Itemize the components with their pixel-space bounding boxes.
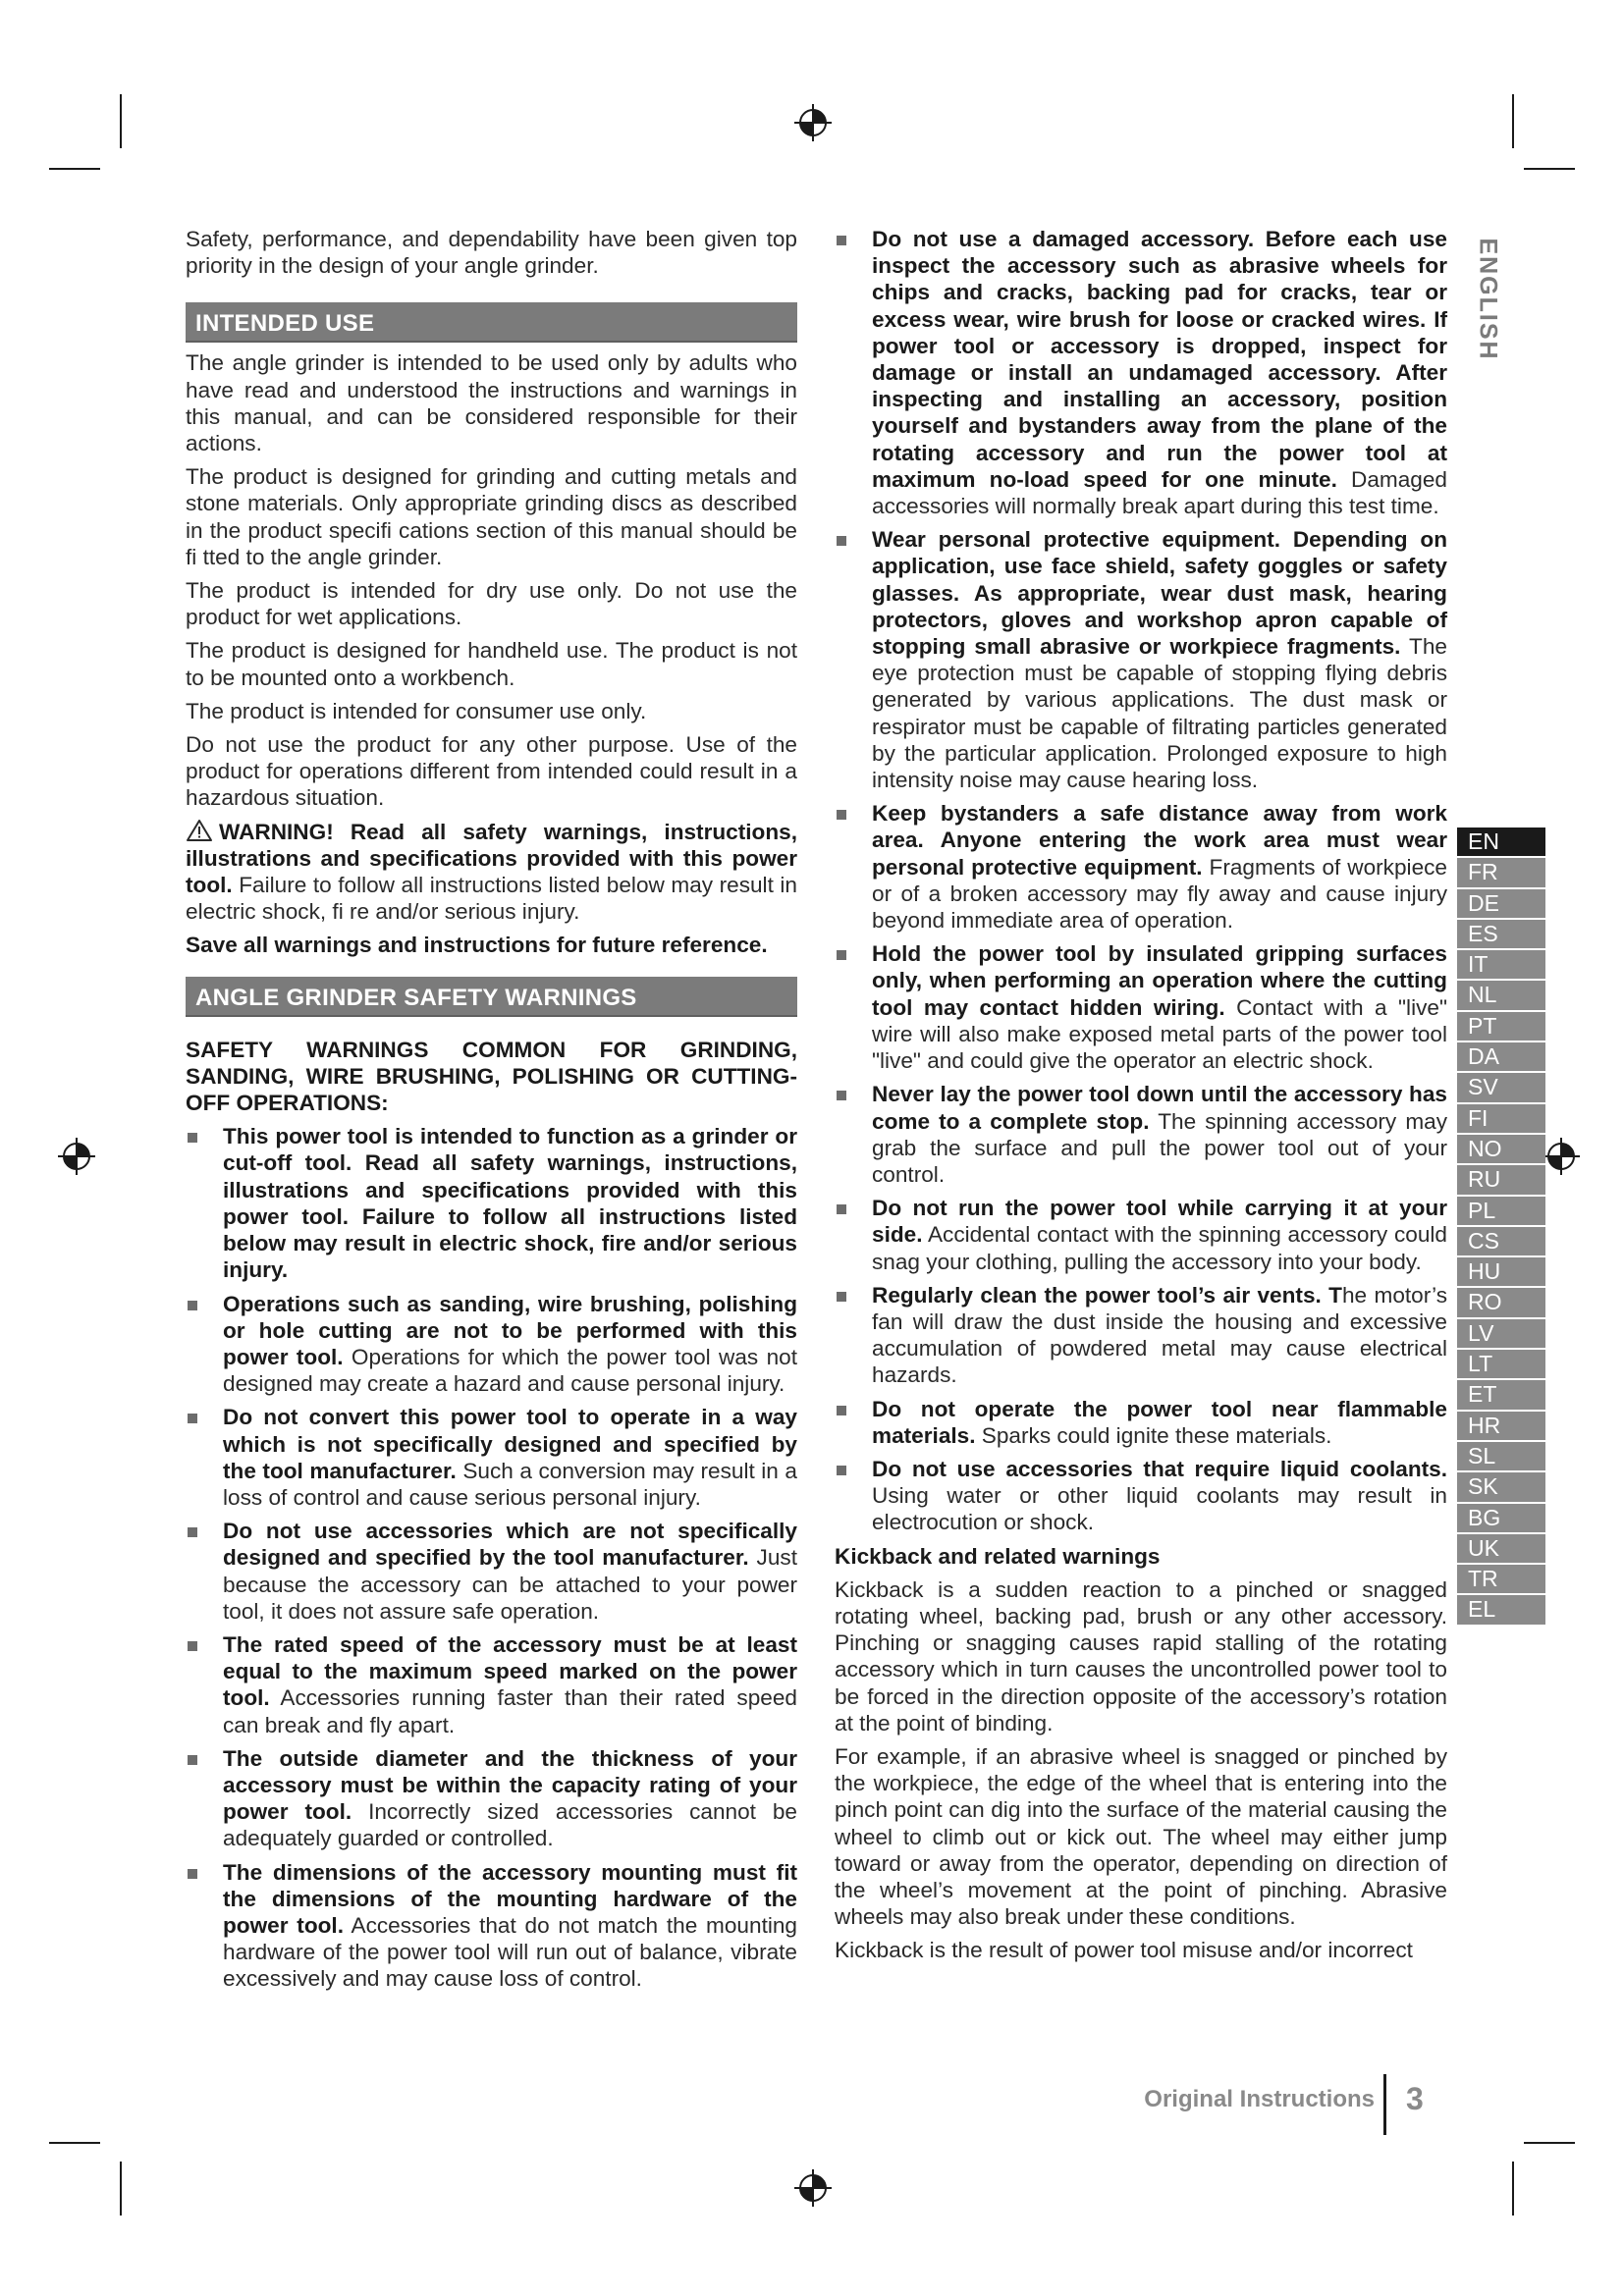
warning-bold: WARNING! Read all safety warnings, instructions, illustrations and specifications provided with this power tool.: [186, 819, 797, 898]
list-item-bold: This power tool is intended to function as a grinder or cut-off tool. Read all safety warnings, instructions, illustrations and specifications provided with this power tool. Failure to follow all instructions listed below may result in electric shock, fire and/or serious injury.: [223, 1124, 797, 1283]
language-tab-lt[interactable]: LT: [1457, 1350, 1545, 1380]
crop-mark: [49, 168, 100, 170]
right-warning-list: [835, 226, 1447, 1536]
footer-divider: [1383, 2074, 1386, 2135]
list-item-bold: Do not use a damaged accessory. Before each use inspect the accessory such as abrasive wheels for chips and cracks, backing pad for cracks, tear or excess wear, wire brush for loose or cracked wires. If power tool or accessory is dropped, inspect for damage or install an undamaged accessory. After inspecting and installing an accessory, position yourself and bystanders away from the plane of the rotating accessory and run the power tool at maximum no-load speed for one minute.: [872, 227, 1447, 492]
crop-mark: [120, 94, 122, 148]
list-item: [835, 226, 1447, 519]
language-tab-hu[interactable]: HU: [1457, 1257, 1545, 1288]
list-item: [835, 1396, 1447, 1449]
safety-warnings-heading: ANGLE GRINDER SAFETY WARNINGS: [186, 977, 797, 1017]
language-tab-en[interactable]: EN: [1457, 828, 1545, 858]
list-item-bold: The dimensions of the accessory mounting must fit the dimensions of the mounting hardware of the power tool.: [223, 1859, 797, 1938]
intro-paragraph: Safety, performance, and dependability have been given top priority in the design of your angle grinder.: [186, 227, 797, 279]
list-item: [186, 1631, 797, 1738]
crop-mark: [49, 2142, 100, 2144]
list-item: [835, 1456, 1447, 1536]
list-item-text: Such a conversion may result in a loss of control and cause serious personal injury.: [223, 1458, 797, 1510]
list-item: [835, 940, 1447, 1074]
list-item-text: Contact with a "live" wire will also make exposed metal parts of the power tool "live" and could give the operator an electric shock.: [872, 994, 1447, 1074]
language-tab-it[interactable]: IT: [1457, 950, 1545, 981]
left-warning-list: [186, 1123, 797, 1992]
intended-use-paragraph: Do not use the product for any other purpose. Use of the product for operations different from intended could result in a hazardous situation.: [186, 732, 797, 811]
list-item: [186, 1518, 797, 1625]
right-column: [835, 226, 1447, 1971]
list-item-bold: Hold the power tool by insulated gripping surfaces only, when performing an operation where the cutting tool may contact hidden wiring.: [872, 941, 1447, 1020]
intended-use-paragraph: The angle grinder is intended to be used only by adults who have read and understood the instructions and warnings in this manual, and can be considered responsible for their actions.: [186, 350, 797, 456]
language-label-text: ENGLISH: [1474, 238, 1502, 361]
safety-subheading: SAFETY WARNINGS COMMON FOR GRINDING, SANDING, WIRE BRUSHING, POLISHING OR CUTTING-OFF OPERATIONS:: [186, 1037, 797, 1116]
list-item-bold: The outside diameter and the thickness of your accessory must be within the capacity rating of your power tool.: [223, 1745, 797, 1825]
list-item: [835, 526, 1447, 793]
language-tab-bg[interactable]: BG: [1457, 1504, 1545, 1534]
language-tab-ru[interactable]: RU: [1457, 1165, 1545, 1196]
list-item: [835, 800, 1447, 934]
page-number: 3: [1406, 2081, 1424, 2116]
language-tab-tr[interactable]: TR: [1457, 1565, 1545, 1595]
language-tabs: [1457, 828, 1545, 1627]
registration-mark-icon: [793, 103, 833, 142]
list-item-bold: Operations such as sanding, wire brushing, polishing or hole cutting are not to be performed with this power tool.: [223, 1291, 797, 1369]
list-item: [186, 1291, 797, 1398]
registration-mark-icon: [57, 1137, 96, 1176]
language-tab-el[interactable]: EL: [1457, 1595, 1545, 1626]
list-item-bold: Do not use accessories that require liquid coolants.: [872, 1456, 1447, 1481]
save-instructions: Save all warnings and instructions for future reference.: [186, 933, 768, 958]
language-tab-no[interactable]: NO: [1457, 1135, 1545, 1165]
kickback-paragraph: Kickback is a sudden reaction to a pinched or snagged rotating wheel, backing pad, brush or any other accessory. Pinching or snagging causes rapid stalling of the rotating accessory which in turn causes the uncontrolled power tool to be forced in the direction opposite of the accessory’s rotation at the point of binding.: [835, 1576, 1447, 1735]
list-item-text: Incorrectly sized accessories cannot be adequately guarded or controlled.: [223, 1799, 797, 1851]
warning-paragraph: [186, 819, 797, 926]
list-item-text: Fragments of workpiece or of a broken accessory may fly away and cause injury beyond immediate area of operation.: [872, 854, 1447, 934]
language-tab-da[interactable]: DA: [1457, 1042, 1545, 1073]
intended-use-paragraph: The product is intended for dry use only. Do not use the product for wet applications.: [186, 578, 797, 630]
language-tab-de[interactable]: DE: [1457, 889, 1545, 920]
intended-use-paragraph: The product is intended for consumer use only.: [186, 698, 647, 723]
language-tab-nl[interactable]: NL: [1457, 981, 1545, 1011]
list-item-bold: The rated speed of the accessory must be at least equal to the maximum speed marked on the power tool.: [223, 1631, 797, 1711]
list-item-text: Accessories running faster than their rated speed can break and fly apart.: [223, 1685, 797, 1737]
crop-mark: [120, 2162, 122, 2216]
list-item-text: Using water or other liquid coolants may result in electrocution or shock.: [872, 1483, 1447, 1535]
footer-label: Original Instructions: [1144, 2086, 1375, 2112]
kickback-paragraph: Kickback is the result of power tool misuse and/or incorrect: [835, 1938, 1413, 1963]
language-tab-pl[interactable]: PL: [1457, 1197, 1545, 1227]
intended-use-paragraph: The product is designed for handheld use. The product is not to be mounted onto a workbench.: [186, 638, 797, 690]
warning-text: Failure to follow all instructions listed below may result in electric shock, fi re and/or serious injury.: [186, 873, 797, 925]
language-tab-fr[interactable]: FR: [1457, 858, 1545, 888]
left-column: [186, 226, 797, 2000]
registration-mark-icon: [1542, 1137, 1581, 1176]
list-item-text: Accessories that do not match the mounting hardware of the power tool will run out of balance, vibrate excessively and may cause loss of control.: [223, 1912, 797, 1992]
list-item: [835, 1195, 1447, 1275]
list-item: [186, 1745, 797, 1852]
list-item: [186, 1859, 797, 1993]
crop-mark: [1524, 168, 1575, 170]
list-item-text: Sparks could ignite these materials.: [975, 1422, 1332, 1448]
language-tab-es[interactable]: ES: [1457, 920, 1545, 950]
intended-use-paragraph: The product is designed for grinding and cutting metals and stone materials. Only appropriate grinding discs as described in the product specifi cations section of this manual should be fi tted to the angle grinder.: [186, 464, 797, 569]
language-label: [1466, 231, 1509, 368]
language-tab-et[interactable]: ET: [1457, 1380, 1545, 1411]
list-item-bold: Do not convert this power tool to operate in a way which is not specifically designed and specified by the tool manufacturer.: [223, 1405, 797, 1483]
language-tab-cs[interactable]: CS: [1457, 1227, 1545, 1257]
list-item: [186, 1404, 797, 1511]
list-item-bold: Do not operate the power tool near flammable materials.: [872, 1396, 1447, 1448]
list-item-bold: Do not use accessories which are not specifically designed and specified by the tool manufacturer.: [223, 1519, 797, 1571]
kickback-heading: Kickback and related warnings: [835, 1543, 1161, 1569]
language-tab-sv[interactable]: SV: [1457, 1073, 1545, 1103]
list-item-bold: Do not run the power tool while carrying it at your side.: [872, 1196, 1447, 1248]
warning-triangle-icon: [186, 819, 213, 842]
list-item-text: Just because the accessory can be attached to your power tool, it does not assure safe operation.: [223, 1545, 797, 1624]
list-item-bold: Wear personal protective equipment. Depending on application, use face shield, safety goggles or safety glasses. As appropriate, wear dust mask, hearing protectors, gloves and workshop apron capable of stopping small abrasive or workpiece fragments.: [872, 527, 1447, 660]
language-tab-uk[interactable]: UK: [1457, 1534, 1545, 1565]
list-item: [835, 1282, 1447, 1389]
list-item-text: he motor’s fan will draw the dust inside the housing and excessive accumulation of powdered metal may cause electrical hazards.: [872, 1282, 1447, 1388]
language-tab-pt[interactable]: PT: [1457, 1012, 1545, 1042]
list-item-text: Operations for which the power tool was not designed may create a hazard and cause personal injury.: [223, 1344, 797, 1397]
language-tab-hr[interactable]: HR: [1457, 1412, 1545, 1442]
list-item-text: Accidental contact with the spinning accessory could snag your clothing, pulling the accessory into your body.: [872, 1222, 1447, 1274]
list-item-bold: Regularly clean the power tool’s air vents. T: [872, 1282, 1342, 1308]
crop-mark: [1524, 2142, 1575, 2144]
intended-use-heading: INTENDED USE: [186, 302, 797, 343]
crop-mark: [1512, 94, 1514, 148]
list-item-bold: Keep bystanders a safe distance away from work area. Anyone entering the work area must wear personal protective equipment.: [872, 801, 1447, 880]
list-item-text: The spinning accessory may grab the surface and pull the power tool out of your control.: [872, 1108, 1447, 1187]
kickback-paragraph: For example, if an abrasive wheel is snagged or pinched by the workpiece, the edge of the wheel that is entering into the pinch point can dig into the surface of the material causing the wheel to climb out or kick out. The wheel may either jump toward or away from the operator, depending on direction of the wheel’s movement at the point of pinching. Abrasive wheels may also break under these conditions.: [835, 1743, 1447, 1930]
list-item: [186, 1123, 797, 1283]
language-tab-ro[interactable]: RO: [1457, 1288, 1545, 1318]
language-tab-fi[interactable]: FI: [1457, 1104, 1545, 1135]
language-tab-lv[interactable]: LV: [1457, 1319, 1545, 1350]
list-item: [835, 1081, 1447, 1188]
list-item-bold: Never lay the power tool down until the accessory has come to a complete stop.: [872, 1082, 1447, 1134]
crop-mark: [1512, 2162, 1514, 2216]
registration-mark-icon: [793, 2168, 833, 2208]
list-item-text: Damaged accessories will normally break apart during this test time.: [872, 466, 1448, 519]
language-tab-sk[interactable]: SK: [1457, 1472, 1545, 1503]
language-tab-sl[interactable]: SL: [1457, 1442, 1545, 1472]
list-item-text: The eye protection must be capable of stopping flying debris generated by various applications. The dust mask or respirator must be capable of filtrating particles generated by the particular application. Prolonged exposure to high intensity noise may cause hearing loss.: [872, 634, 1447, 793]
